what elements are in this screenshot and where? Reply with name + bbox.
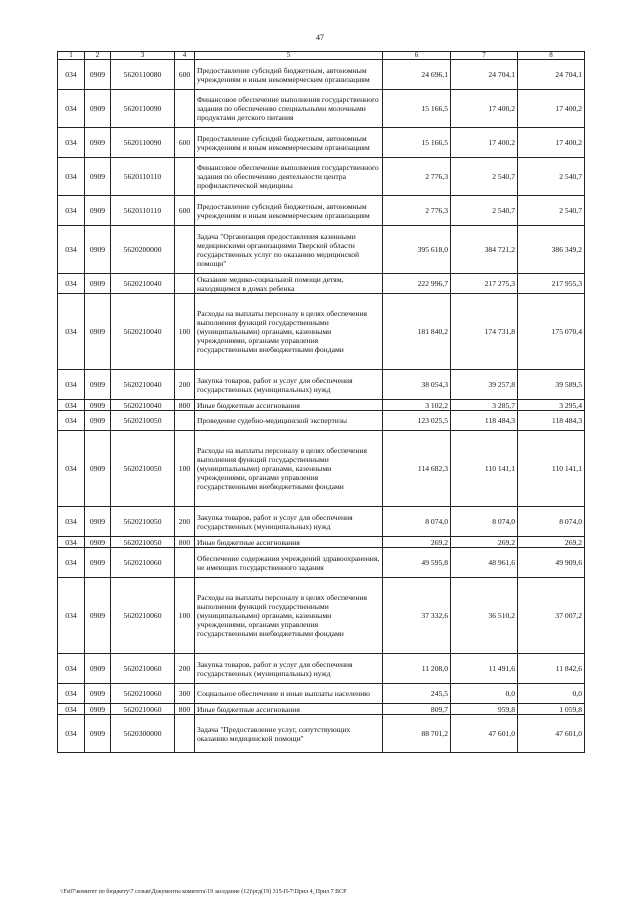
amount-year1-cell: 114 682,3 xyxy=(383,431,451,507)
item-name-cell: Расходы на выплаты персоналу в целях обеспечения выполнения функций государственными (муниципальными) органами, казенными учреждениями, органами управления государственными внебюджетными фондами xyxy=(195,578,383,654)
table-row xyxy=(58,400,585,411)
target-article-cell: 5620210060 xyxy=(111,684,175,704)
section-code-cell: 0909 xyxy=(85,578,111,654)
item-name-cell: Предоставление субсидий бюджетным, автономным учреждениям и иным некоммерческим организациям xyxy=(195,196,383,226)
table-row xyxy=(58,715,585,753)
amount-year3-cell: 49 909,6 xyxy=(518,548,585,578)
expense-type-cell: 200 xyxy=(175,654,195,684)
expense-type-cell: 100 xyxy=(175,578,195,654)
section-code-cell: 0909 xyxy=(85,704,111,715)
expense-type-cell: 200 xyxy=(175,507,195,537)
column-number: 3 xyxy=(111,52,175,60)
ministry-code-cell: 034 xyxy=(58,578,85,654)
item-name-cell: Финансовое обеспечение выполнения государственного задания по обеспечению специальными молочными продуктами детского питания xyxy=(195,90,383,128)
amount-year2-cell: 0,0 xyxy=(451,684,518,704)
ministry-code-cell: 034 xyxy=(58,654,85,684)
budget-table xyxy=(57,51,585,753)
item-name-cell: Закупка товаров, работ и услуг для обеспечения государственных (муниципальных) нужд xyxy=(195,654,383,684)
amount-year1-cell: 395 618,0 xyxy=(383,226,451,274)
section-code-cell: 0909 xyxy=(85,684,111,704)
target-article-cell: 5620210040 xyxy=(111,400,175,411)
amount-year2-cell: 2 540,7 xyxy=(451,196,518,226)
item-name-cell: Предоставление субсидий бюджетным, автономным учреждениям и иным некоммерческим организациям xyxy=(195,128,383,158)
table-row xyxy=(58,274,585,294)
table-row xyxy=(58,537,585,548)
ministry-code-cell: 034 xyxy=(58,128,85,158)
section-code-cell: 0909 xyxy=(85,507,111,537)
amount-year2-cell: 174 731,8 xyxy=(451,294,518,370)
ministry-code-cell: 034 xyxy=(58,158,85,196)
amount-year1-cell: 181 840,2 xyxy=(383,294,451,370)
item-name-cell: Иные бюджетные ассигнования xyxy=(195,704,383,715)
amount-year1-cell: 88 701,2 xyxy=(383,715,451,753)
amount-year2-cell: 39 257,8 xyxy=(451,370,518,400)
ministry-code-cell: 034 xyxy=(58,548,85,578)
ministry-code-cell: 034 xyxy=(58,196,85,226)
table-row xyxy=(58,704,585,715)
target-article-cell: 5620200000 xyxy=(111,226,175,274)
amount-year1-cell: 38 054,3 xyxy=(383,370,451,400)
table-row xyxy=(58,90,585,128)
amount-year1-cell: 269,2 xyxy=(383,537,451,548)
expense-type-cell: 100 xyxy=(175,431,195,507)
amount-year3-cell: 217 955,3 xyxy=(518,274,585,294)
amount-year2-cell: 2 540,7 xyxy=(451,158,518,196)
table-row xyxy=(58,507,585,537)
table-row xyxy=(58,684,585,704)
section-code-cell: 0909 xyxy=(85,370,111,400)
amount-year3-cell: 37 007,2 xyxy=(518,578,585,654)
expense-type-cell: 600 xyxy=(175,128,195,158)
column-number-row xyxy=(58,52,585,60)
amount-year3-cell: 47 601,0 xyxy=(518,715,585,753)
amount-year3-cell: 24 704,1 xyxy=(518,60,585,90)
expense-type-cell: 800 xyxy=(175,400,195,411)
ministry-code-cell: 034 xyxy=(58,715,85,753)
amount-year2-cell: 24 704,1 xyxy=(451,60,518,90)
expense-type-cell: 200 xyxy=(175,370,195,400)
target-article-cell: 5620210050 xyxy=(111,537,175,548)
ministry-code-cell: 034 xyxy=(58,704,85,715)
amount-year1-cell: 37 332,6 xyxy=(383,578,451,654)
column-number: 5 xyxy=(195,52,383,60)
expense-type-cell: 300 xyxy=(175,684,195,704)
section-code-cell: 0909 xyxy=(85,274,111,294)
amount-year2-cell: 269,2 xyxy=(451,537,518,548)
amount-year3-cell: 3 295,4 xyxy=(518,400,585,411)
ministry-code-cell: 034 xyxy=(58,431,85,507)
amount-year1-cell: 809,7 xyxy=(383,704,451,715)
amount-year1-cell: 3 102,2 xyxy=(383,400,451,411)
file-path-footer: \\Fs07\комитет по бюджету\7 созыв\Документы комитета\19 заседание (12)\ргд(19) 315-П-7\Прил 4_Прил 7 ВСР xyxy=(60,889,347,895)
target-article-cell: 5620210050 xyxy=(111,411,175,431)
amount-year2-cell: 217 275,3 xyxy=(451,274,518,294)
ministry-code-cell: 034 xyxy=(58,370,85,400)
amount-year3-cell: 17 400,2 xyxy=(518,128,585,158)
amount-year3-cell: 0,0 xyxy=(518,684,585,704)
amount-year3-cell: 2 540,7 xyxy=(518,158,585,196)
amount-year1-cell: 24 696,1 xyxy=(383,60,451,90)
amount-year3-cell: 118 484,3 xyxy=(518,411,585,431)
amount-year1-cell: 8 074,0 xyxy=(383,507,451,537)
target-article-cell: 5620210060 xyxy=(111,654,175,684)
expense-type-cell xyxy=(175,90,195,128)
amount-year3-cell: 1 059,8 xyxy=(518,704,585,715)
expense-type-cell: 100 xyxy=(175,294,195,370)
section-code-cell: 0909 xyxy=(85,90,111,128)
ministry-code-cell: 034 xyxy=(58,684,85,704)
section-code-cell: 0909 xyxy=(85,548,111,578)
ministry-code-cell: 034 xyxy=(58,507,85,537)
column-number: 8 xyxy=(518,52,585,60)
item-name-cell: Обеспечение содержания учреждений здравоохранения, не имеющих государственного задания xyxy=(195,548,383,578)
target-article-cell: 5620210040 xyxy=(111,294,175,370)
section-code-cell: 0909 xyxy=(85,431,111,507)
amount-year1-cell: 11 208,0 xyxy=(383,654,451,684)
table-row xyxy=(58,548,585,578)
amount-year1-cell: 2 776,3 xyxy=(383,196,451,226)
target-article-cell: 5620210060 xyxy=(111,704,175,715)
ministry-code-cell: 034 xyxy=(58,274,85,294)
amount-year1-cell: 245,5 xyxy=(383,684,451,704)
target-article-cell: 5620210040 xyxy=(111,370,175,400)
amount-year3-cell: 386 349,2 xyxy=(518,226,585,274)
target-article-cell: 5620110090 xyxy=(111,128,175,158)
amount-year3-cell: 17 400,2 xyxy=(518,90,585,128)
item-name-cell: Проведение судебно-медицинской экспертизы xyxy=(195,411,383,431)
expense-type-cell xyxy=(175,274,195,294)
ministry-code-cell: 034 xyxy=(58,537,85,548)
amount-year3-cell: 175 070,4 xyxy=(518,294,585,370)
section-code-cell: 0909 xyxy=(85,60,111,90)
target-article-cell: 5620110090 xyxy=(111,90,175,128)
amount-year2-cell: 17 400,2 xyxy=(451,90,518,128)
amount-year1-cell: 123 025,5 xyxy=(383,411,451,431)
target-article-cell: 5620210060 xyxy=(111,548,175,578)
item-name-cell: Иные бюджетные ассигнования xyxy=(195,537,383,548)
expense-type-cell: 600 xyxy=(175,196,195,226)
expense-type-cell xyxy=(175,226,195,274)
amount-year1-cell: 15 166,5 xyxy=(383,90,451,128)
amount-year3-cell: 11 842,6 xyxy=(518,654,585,684)
amount-year2-cell: 11 491,6 xyxy=(451,654,518,684)
section-code-cell: 0909 xyxy=(85,400,111,411)
item-name-cell: Расходы на выплаты персоналу в целях обеспечения выполнения функций государственными (муниципальными) органами, казенными учреждениями, органами управления государственными внебюджетными фондами xyxy=(195,294,383,370)
column-number: 7 xyxy=(451,52,518,60)
amount-year2-cell: 47 601,0 xyxy=(451,715,518,753)
amount-year1-cell: 222 996,7 xyxy=(383,274,451,294)
expense-type-cell xyxy=(175,715,195,753)
item-name-cell: Расходы на выплаты персоналу в целях обеспечения выполнения функций государственными (муниципальными) органами, казенными учреждениями, органами управления государственными внебюджетными фондами xyxy=(195,431,383,507)
ministry-code-cell: 034 xyxy=(58,60,85,90)
amount-year3-cell: 2 540,7 xyxy=(518,196,585,226)
item-name-cell: Задача "Предоставление услуг, сопутствующих оказанию медицинской помощи" xyxy=(195,715,383,753)
table-row xyxy=(58,60,585,90)
target-article-cell: 5620210050 xyxy=(111,431,175,507)
ministry-code-cell: 034 xyxy=(58,400,85,411)
amount-year1-cell: 15 166,5 xyxy=(383,128,451,158)
section-code-cell: 0909 xyxy=(85,226,111,274)
table-row xyxy=(58,578,585,654)
item-name-cell: Социальное обеспечение и иные выплаты населению xyxy=(195,684,383,704)
amount-year2-cell: 17 400,2 xyxy=(451,128,518,158)
expense-type-cell: 800 xyxy=(175,704,195,715)
section-code-cell: 0909 xyxy=(85,196,111,226)
table-row xyxy=(58,294,585,370)
target-article-cell: 5620210050 xyxy=(111,507,175,537)
column-number: 6 xyxy=(383,52,451,60)
target-article-cell: 5620110110 xyxy=(111,158,175,196)
column-number: 2 xyxy=(85,52,111,60)
expense-type-cell xyxy=(175,411,195,431)
table-row xyxy=(58,370,585,400)
amount-year3-cell: 8 074,0 xyxy=(518,507,585,537)
ministry-code-cell: 034 xyxy=(58,294,85,370)
amount-year2-cell: 48 961,6 xyxy=(451,548,518,578)
target-article-cell: 5620110080 xyxy=(111,60,175,90)
expense-type-cell: 800 xyxy=(175,537,195,548)
section-code-cell: 0909 xyxy=(85,158,111,196)
amount-year3-cell: 39 589,5 xyxy=(518,370,585,400)
amount-year2-cell: 8 074,0 xyxy=(451,507,518,537)
amount-year2-cell: 384 721,2 xyxy=(451,226,518,274)
section-code-cell: 0909 xyxy=(85,294,111,370)
table-row xyxy=(58,196,585,226)
column-number: 4 xyxy=(175,52,195,60)
table-row xyxy=(58,128,585,158)
section-code-cell: 0909 xyxy=(85,715,111,753)
target-article-cell: 5620300000 xyxy=(111,715,175,753)
item-name-cell: Задача "Организация предоставления казенными медицинскими организациями Тверской области государственных услуг по оказанию медицинской помощи" xyxy=(195,226,383,274)
ministry-code-cell: 034 xyxy=(58,226,85,274)
amount-year3-cell: 269,2 xyxy=(518,537,585,548)
section-code-cell: 0909 xyxy=(85,411,111,431)
amount-year2-cell: 36 510,2 xyxy=(451,578,518,654)
target-article-cell: 5620210060 xyxy=(111,578,175,654)
amount-year2-cell: 3 285,7 xyxy=(451,400,518,411)
table-row xyxy=(58,654,585,684)
table-row xyxy=(58,431,585,507)
item-name-cell: Предоставление субсидий бюджетным, автономным учреждениям и иным некоммерческим организациям xyxy=(195,60,383,90)
item-name-cell: Оказание медико-социальной помощи детям, находящимся в домах ребенка xyxy=(195,274,383,294)
amount-year1-cell: 49 595,8 xyxy=(383,548,451,578)
item-name-cell: Закупка товаров, работ и услуг для обеспечения государственных (муниципальных) нужд xyxy=(195,507,383,537)
target-article-cell: 5620210040 xyxy=(111,274,175,294)
item-name-cell: Финансовое обеспечение выполнения государственного задания по обеспечению деятельности центра профилактической медицины xyxy=(195,158,383,196)
expense-type-cell: 600 xyxy=(175,60,195,90)
section-code-cell: 0909 xyxy=(85,654,111,684)
expense-type-cell xyxy=(175,548,195,578)
amount-year2-cell: 110 141,1 xyxy=(451,431,518,507)
ministry-code-cell: 034 xyxy=(58,90,85,128)
amount-year2-cell: 959,8 xyxy=(451,704,518,715)
item-name-cell: Закупка товаров, работ и услуг для обеспечения государственных (муниципальных) нужд xyxy=(195,370,383,400)
table-row xyxy=(58,411,585,431)
section-code-cell: 0909 xyxy=(85,128,111,158)
page-number: 47 xyxy=(316,33,324,42)
table-row xyxy=(58,226,585,274)
amount-year1-cell: 2 776,3 xyxy=(383,158,451,196)
amount-year2-cell: 118 484,3 xyxy=(451,411,518,431)
ministry-code-cell: 034 xyxy=(58,411,85,431)
column-number: 1 xyxy=(58,52,85,60)
item-name-cell: Иные бюджетные ассигнования xyxy=(195,400,383,411)
table-row xyxy=(58,158,585,196)
amount-year3-cell: 110 141,1 xyxy=(518,431,585,507)
section-code-cell: 0909 xyxy=(85,537,111,548)
expense-type-cell xyxy=(175,158,195,196)
target-article-cell: 5620110110 xyxy=(111,196,175,226)
